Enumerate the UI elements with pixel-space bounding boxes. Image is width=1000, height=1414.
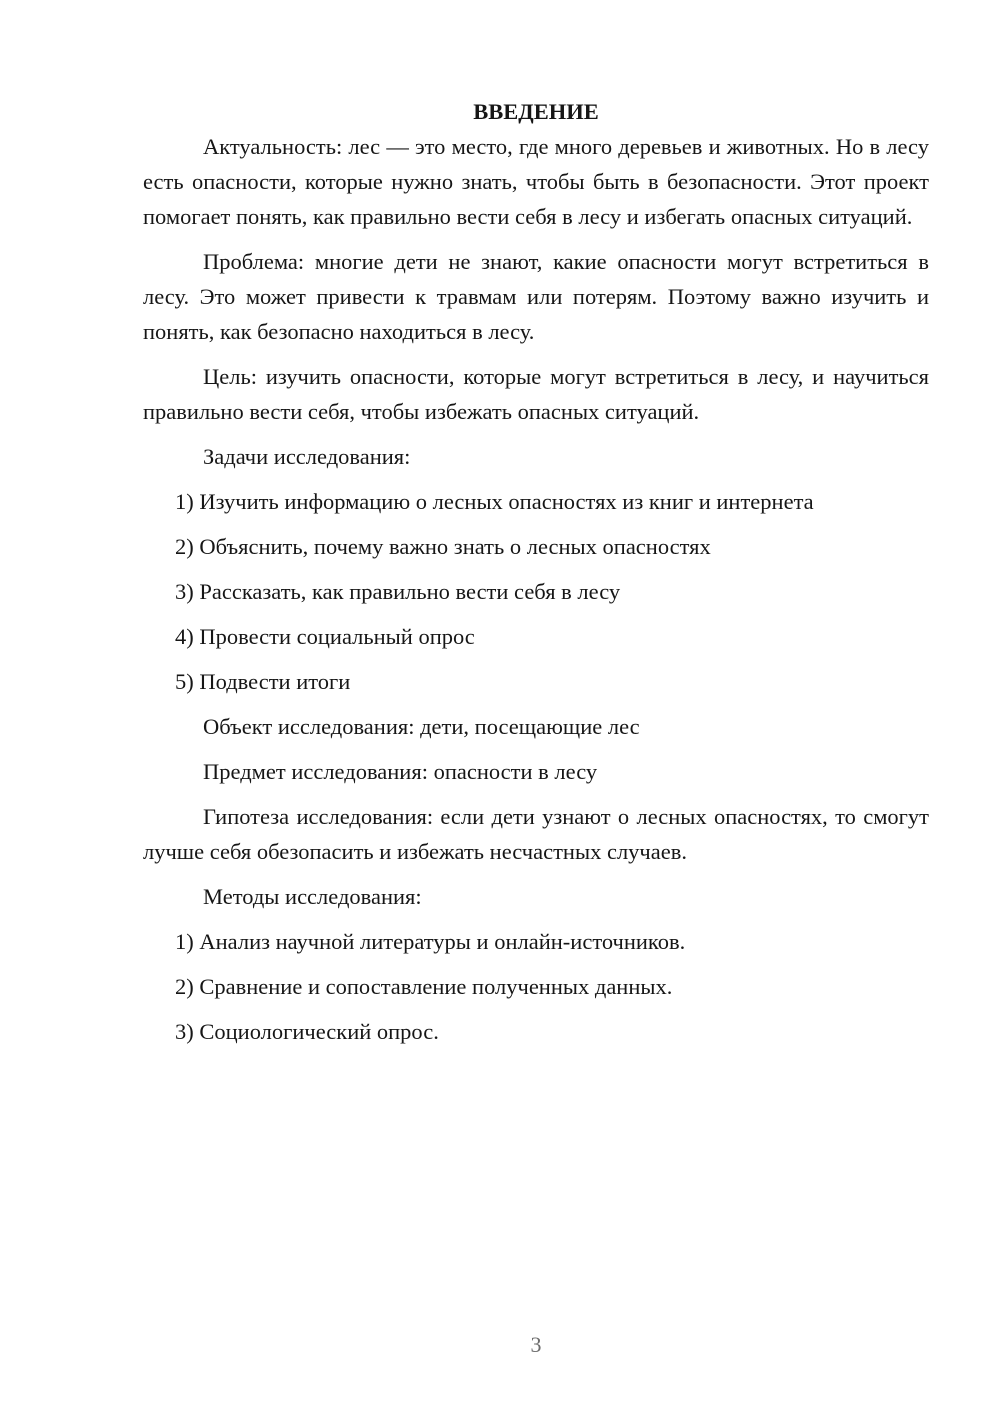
task-item: 1) Изучить информацию о лесных опасностях из книг и интернета <box>175 489 814 514</box>
method-item: 2) Сравнение и сопоставление полученных данных. <box>175 974 673 999</box>
method-item: 3) Социологический опрос. <box>175 1019 439 1044</box>
page-content <box>143 94 929 1049</box>
research-object: Объект исследования: дети, посещающие лес <box>203 714 640 739</box>
methods-title: Методы исследования: <box>203 884 422 909</box>
problem-paragraph: Проблема: многие дети не знают, какие опасности могут встретиться в лесу. Это может привести к травмам или потерям. Поэтому важно изучить и понять, как безопасно находиться в лесу. <box>143 249 929 344</box>
task-item: 2) Объяснить, почему важно знать о лесных опасностях <box>175 534 711 559</box>
task-item: 3) Рассказать, как правильно вести себя в лесу <box>175 579 621 604</box>
hypothesis-paragraph: Гипотеза исследования: если дети узнают о лесных опасностях, то смогут лучше себя обезопасить и избежать несчастных случаев. <box>143 804 929 864</box>
task-item: 5) Подвести итоги <box>175 669 351 694</box>
task-item: 4) Провести социальный опрос <box>175 624 475 649</box>
tasks-title: Задачи исследования: <box>203 444 411 469</box>
method-item: 1) Анализ научной литературы и онлайн-источников. <box>175 929 686 954</box>
research-subject: Предмет исследования: опасности в лесу <box>203 759 598 784</box>
section-heading: ВВЕДЕНИЕ <box>473 99 599 124</box>
goal-paragraph: Цель: изучить опасности, которые могут встретиться в лесу, и научиться правильно вести себя, чтобы избежать опасных ситуаций. <box>143 364 929 424</box>
page-number: 3 <box>530 1332 542 1357</box>
relevance-paragraph: Актуальность: лес — это место, где много деревьев и животных. Но в лесу есть опасности, которые нужно знать, чтобы быть в безопасности. Этот проект помогает понять, как правильно вести себя в лесу и избегать опасных ситуаций. <box>143 134 929 229</box>
